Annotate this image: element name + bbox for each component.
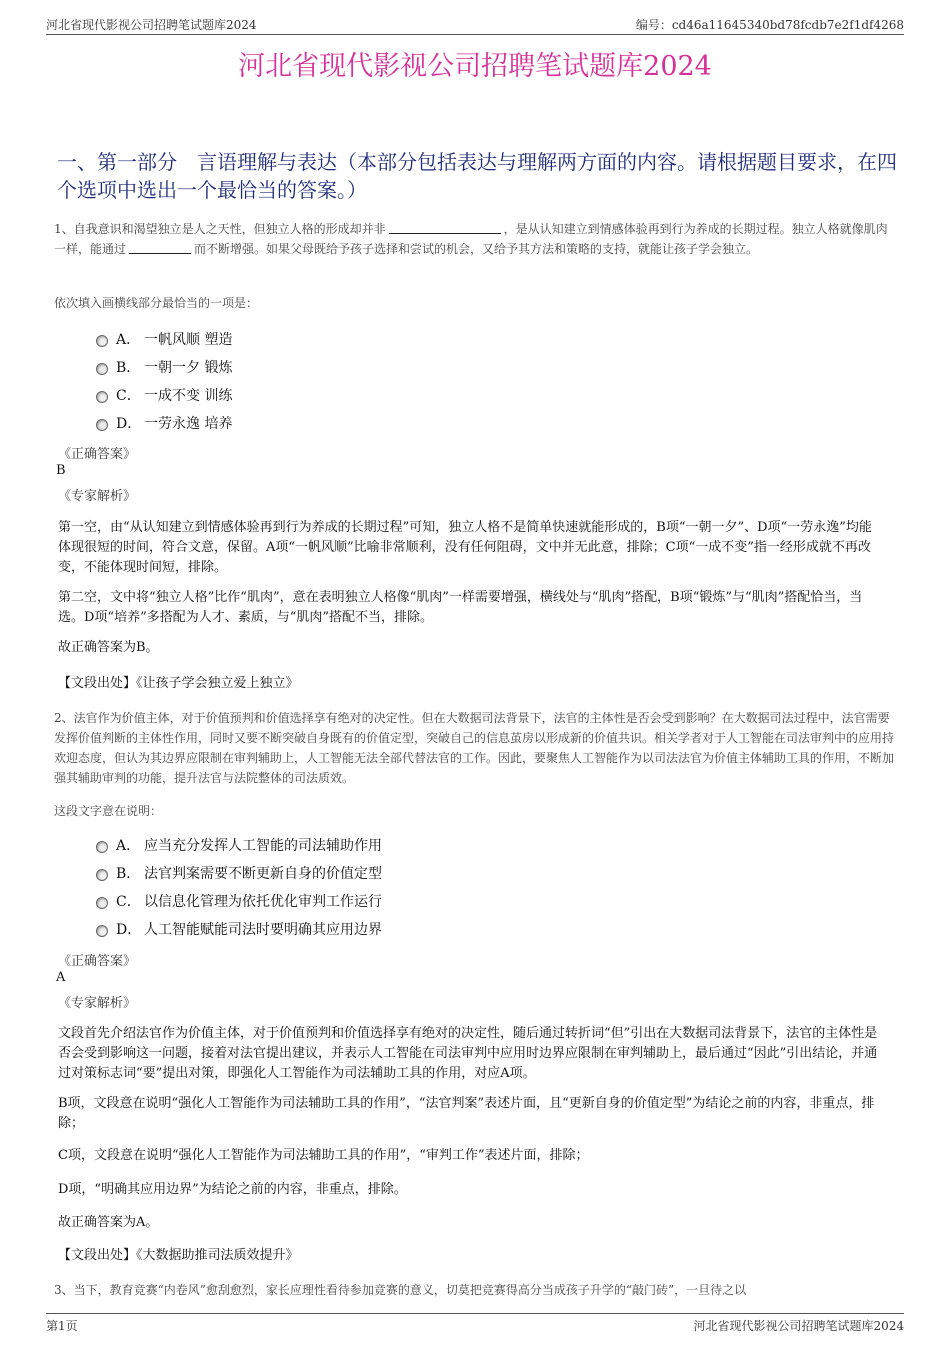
q1-prompt: 依次填入画横线部分最恰当的一项是： (54, 296, 259, 310)
q1-answer: B (56, 463, 66, 478)
q1-blank-2 (129, 241, 191, 254)
q1-option-b[interactable]: B． 一朝一夕 锻炼 (96, 357, 232, 379)
radio-icon[interactable] (96, 419, 108, 431)
q1-option-a[interactable]: A． 一帆风顺 塑造 (96, 329, 232, 351)
q2-analysis-4: D项，“明确其应用边界”为结论之前的内容，非重点，排除。 (58, 1182, 407, 1197)
q2-option-a[interactable]: A． 应当充分发挥人工智能的司法辅助作用 (96, 835, 382, 857)
section-heading: 一、第一部分 言语理解与表达（本部分包括表达与理解两方面的内容。请根据题目要求，在四个选项中选出一个最恰当的答案。） (57, 150, 897, 202)
page-footer (46, 1313, 904, 1334)
q2-source: 【文段出处】《大数据助推司法质效提升》 (58, 1248, 299, 1263)
q2-option-b[interactable]: B． 法官判案需要不断更新自身的价值定型 (96, 863, 382, 885)
q3-text: 3、当下，教育竞赛“内卷风”愈刮愈烈，家长应理性看待参加竞赛的意义，切莫把竞赛得高分当成孩子升学的“敲门砖”，一旦待之以 (54, 1283, 747, 1297)
q2-option-d[interactable]: D． 人工智能赋能司法时要明确其应用边界 (96, 919, 382, 941)
q1-text: 1、自我意识和渴望独立是人之天性，但独立人格的形成却并非 ，是从认知建立到情感体验再到行为养成的长期过程。独立人格就像肌肉一样，能通过 而不断增强。如果父母既给予孩子选择和尝试的机会，又给予其方法和策略的支持，就能让孩子学会独立。 (54, 222, 888, 256)
q1-answer-label: 《正确答案》 (58, 447, 137, 462)
footer-doc-title: 河北省现代影视公司招聘笔试题库2024 (693, 1319, 904, 1333)
q2-analysis-2: B项，文段意在说明“强化人工智能作为司法辅助工具的作用”，“法官判案”表述片面，且“更新自身的价值定型”为结论之前的内容，非重点，排除； (58, 1096, 875, 1131)
q1-analysis-1: 第一空，由“从认知建立到情感体验再到行为养成的长期过程”可知，独立人格不是简单快速就能形成的，B项“一朝一夕”、D项“一劳永逸”均能体现很短的时间，符合文意，保留。A项“一帆风顺”比喻非常顺利，没有任何阻碍，文中并无此意，排除；C项“一成不变”指一经形成就不再改变，不能体现时间短，排除。 (58, 520, 872, 575)
q1-analysis-2: 第二空，文中将“独立人格”比作“肌肉”，意在表明独立人格像“肌肉”一样需要增强，横线处与“肌肉”搭配，B项“锻炼”与“肌肉”搭配恰当，当选。D项“培养”多搭配为人才、素质，与“肌肉”搭配不当，排除。 (58, 590, 863, 625)
radio-icon[interactable] (96, 897, 108, 909)
page-number: 第1页 (46, 1319, 78, 1333)
q1-blank-1 (389, 221, 501, 234)
q2-answer: A (56, 970, 66, 985)
header-doc-id: 编号：cd46a11645340bd78fcdb7e2f1df4268 (635, 18, 904, 32)
q1-analysis-3: 故正确答案为B。 (58, 640, 159, 655)
q2-analysis-5: 故正确答案为A。 (58, 1215, 159, 1230)
radio-icon[interactable] (96, 335, 108, 347)
page-title: 河北省现代影视公司招聘笔试题库2024 (238, 51, 712, 82)
q2-text: 2、法官作为价值主体，对于价值预判和价值选择享有绝对的决定性。但在大数据司法背景下，法官的主体性是否会受到影响？在大数据司法过程中，法官需要发挥价值判断的主体性作用，同时又要不断突破自身既有的价值定型，突破自己的信息茧房以形成新的价值共识。相关学者对于人工智能在司法审判中的应用持欢迎态度，但认为其边界应限制在审判辅助上，人工智能无法全部代替法官的工作。因此，要聚焦人工智能作为以司法法官为价值主体辅助工具的作用，不断加强其辅助审判的功能，提升法官与法院整体的司法质效。 (54, 711, 895, 785)
q1-analysis-label: 《专家解析》 (58, 489, 137, 504)
q2-analysis-label: 《专家解析》 (58, 996, 137, 1011)
q2-option-c[interactable]: C． 以信息化管理为依托优化审判工作运行 (96, 891, 382, 913)
q1-option-c[interactable]: C． 一成不变 训练 (96, 385, 232, 407)
q1-source: 【文段出处】《让孩子学会独立爱上独立》 (58, 676, 299, 691)
q1-option-d[interactable]: D． 一劳永逸 培养 (96, 413, 232, 435)
q2-answer-label: 《正确答案》 (58, 954, 137, 969)
radio-icon[interactable] (96, 841, 108, 853)
q2-analysis-3: C项，文段意在说明“强化人工智能作为司法辅助工具的作用”，“审判工作”表述片面，排除； (58, 1148, 589, 1163)
header-doc-title: 河北省现代影视公司招聘笔试题库2024 (46, 18, 257, 32)
radio-icon[interactable] (96, 925, 108, 937)
radio-icon[interactable] (96, 391, 108, 403)
radio-icon[interactable] (96, 869, 108, 881)
radio-icon[interactable] (96, 363, 108, 375)
q2-analysis-1: 文段首先介绍法官作为价值主体，对于价值预判和价值选择享有绝对的决定性，随后通过转折词“但”引出在大数据司法背景下，法官的主体性是否会受到影响这一问题，接着对法官提出建议，并表示人工智能在司法审判中应用时边界应限制在审判辅助上，最后通过“因此”引出结论，并通过对策标志词“要”提出对策，即强化人工智能作为司法辅助工具的作用，对应A项。 (58, 1026, 878, 1081)
page-header (46, 14, 904, 35)
q2-prompt: 这段文字意在说明： (54, 804, 163, 818)
